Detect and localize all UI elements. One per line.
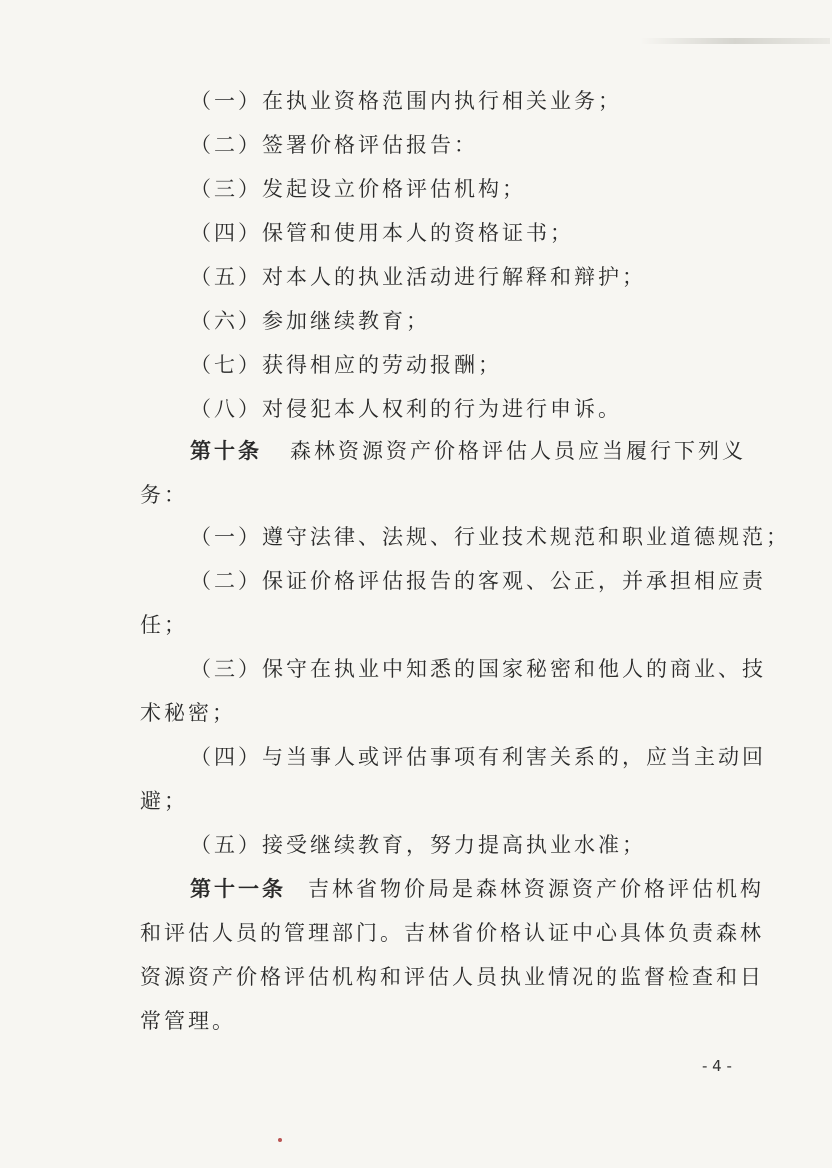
right-item-7: （七）获得相应的劳动报酬； bbox=[190, 353, 502, 377]
right-item-2: （二）签署价格评估报告： bbox=[190, 133, 478, 157]
right-item-6: （六）参加继续教育； bbox=[190, 309, 430, 333]
duty-item-3-cont: 术秘密； bbox=[140, 701, 236, 725]
duty-item-1: （一）遵守法律、法规、行业技术规范和职业道德规范； bbox=[190, 525, 790, 549]
article-10-continuation: 务： bbox=[140, 483, 188, 507]
article-11-line-4: 常管理。 bbox=[140, 1009, 236, 1033]
duty-item-2: （二）保证价格评估报告的客观、公正，并承担相应责 bbox=[190, 569, 766, 593]
duty-item-4: （四）与当事人或评估事项有利害关系的，应当主动回 bbox=[190, 745, 766, 769]
duty-item-4-cont: 避； bbox=[140, 789, 188, 813]
right-item-3: （三）发起设立价格评估机构； bbox=[190, 177, 526, 201]
right-item-4: （四）保管和使用本人的资格证书； bbox=[190, 221, 574, 245]
scan-speck bbox=[278, 1138, 282, 1142]
article-10-heading: 第十条 bbox=[190, 438, 262, 463]
page-number: - 4 - bbox=[702, 1057, 732, 1075]
article-11-heading: 第十一条 bbox=[190, 876, 286, 901]
article-11-text: 吉林省物价局是森林资源资产价格评估机构 bbox=[308, 877, 764, 901]
article-10-first-line bbox=[190, 436, 746, 466]
duty-item-2-cont: 任； bbox=[140, 613, 188, 637]
duty-item-5: （五）接受继续教育，努力提高执业水准； bbox=[190, 833, 646, 857]
right-item-8: （八）对侵犯本人权利的行为进行申诉。 bbox=[190, 397, 622, 421]
right-item-5: （五）对本人的执业活动进行解释和辩护； bbox=[190, 265, 646, 289]
right-item-1: （一）在执业资格范围内执行相关业务； bbox=[190, 89, 622, 113]
article-11-line-3: 资源资产价格评估机构和评估人员执业情况的监督检查和日 bbox=[140, 965, 764, 989]
article-11-first-line bbox=[190, 874, 764, 904]
article-10-text: 森林资源资产价格评估人员应当履行下列义 bbox=[290, 439, 746, 463]
duty-item-3: （三）保守在执业中知悉的国家秘密和他人的商业、技 bbox=[190, 657, 766, 681]
scan-smudge bbox=[640, 38, 830, 44]
article-11-line-2: 和评估人员的管理部门。吉林省价格认证中心具体负责森林 bbox=[140, 921, 764, 945]
